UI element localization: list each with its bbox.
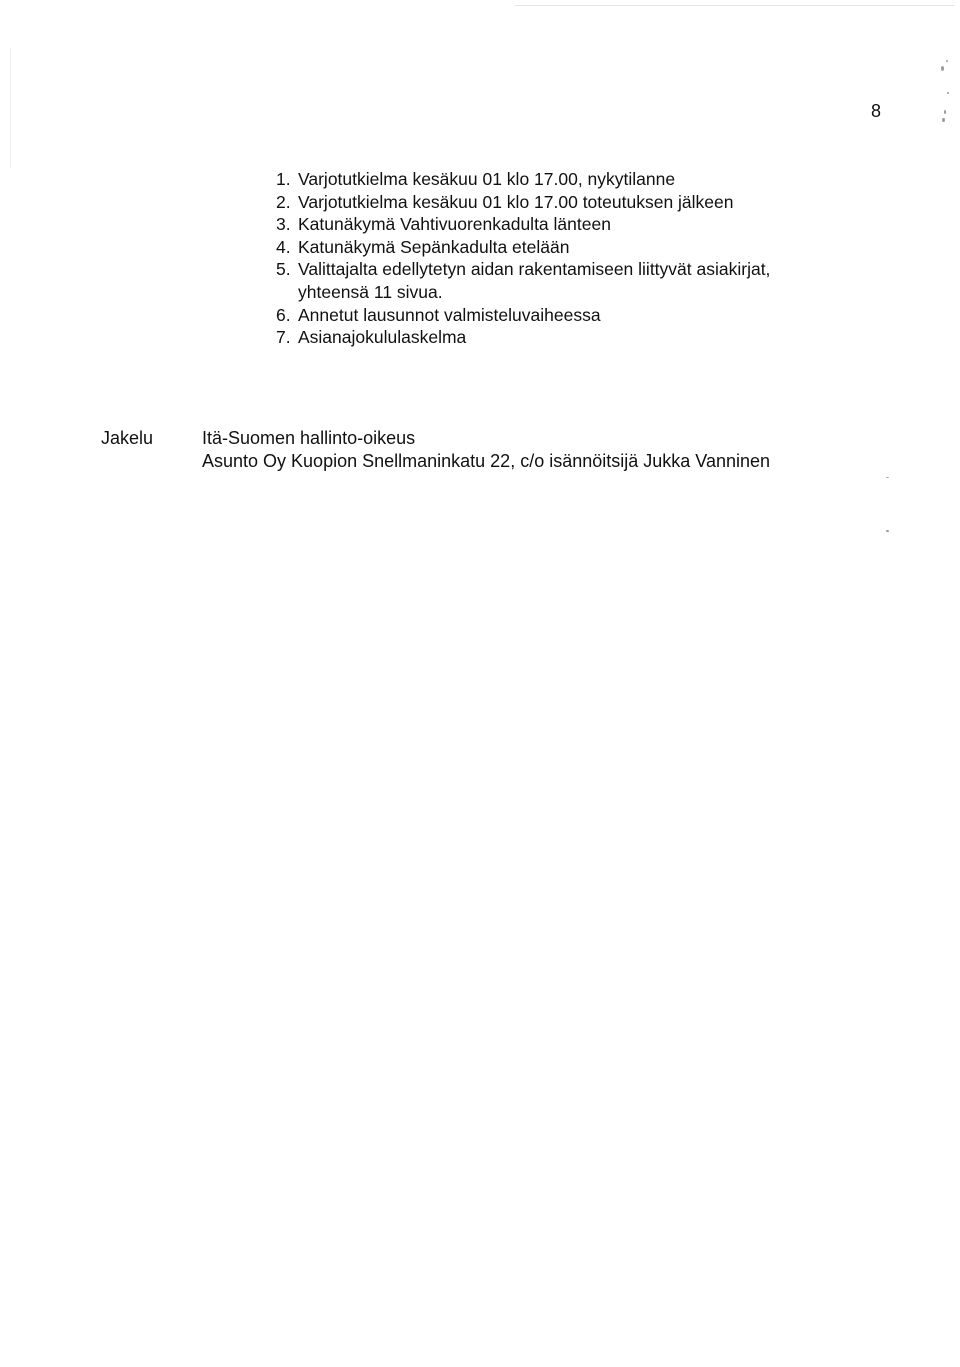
attachment-item xyxy=(276,236,770,259)
recipient: Asunto Oy Kuopion Snellmaninkatu 22, c/o isännöitsijä Jukka Vanninen xyxy=(202,451,771,471)
attachment-text: Asianajokululaskelma xyxy=(298,327,467,348)
scan-speck xyxy=(941,66,944,71)
attachment-item xyxy=(276,326,770,349)
attachment-number: 5. xyxy=(276,259,291,280)
attachment-text: Valittajalta edellytetyn aidan rakentamiseen liittyvät asiakirjat, xyxy=(298,259,771,280)
page-number: 8 xyxy=(871,101,882,121)
distribution-recipients xyxy=(202,427,770,473)
attachment-number: 6. xyxy=(276,304,291,325)
attachment-item xyxy=(276,191,770,214)
attachment-number: 1. xyxy=(276,169,291,189)
attachment-list xyxy=(276,168,770,349)
attachment-item xyxy=(276,304,770,327)
scan-speck xyxy=(886,477,889,478)
attachment-number: 2. xyxy=(276,191,291,212)
attachment-text: Katunäkymä Sepänkadulta etelään xyxy=(298,236,570,257)
attachment-item xyxy=(276,258,770,303)
attachment-number: 3. xyxy=(276,214,291,235)
attachment-item xyxy=(276,213,770,236)
attachment-text: Varjotutkielma kesäkuu 01 klo 17.00 toteutuksen jälkeen xyxy=(298,191,734,212)
attachment-number: 7. xyxy=(276,327,291,348)
attachment-text: Varjotutkielma kesäkuu 01 klo 17.00, nykytilanne xyxy=(298,169,676,189)
scan-edge-left xyxy=(10,48,11,168)
attachment-text: Katunäkymä Vahtivuorenkadulta länteen xyxy=(298,214,611,235)
scan-speck xyxy=(886,530,889,532)
scan-speck xyxy=(947,92,949,94)
attachment-item xyxy=(276,168,770,191)
attachment-text: Annetut lausunnot valmisteluvaiheessa xyxy=(298,304,601,325)
scan-edge-top xyxy=(515,5,955,6)
scan-speck xyxy=(942,118,945,122)
scan-speck xyxy=(946,60,948,62)
scan-speck xyxy=(944,110,946,114)
attachment-text-continuation: yhteensä 11 sivua. xyxy=(298,281,443,302)
distribution-label: Jakelu xyxy=(101,428,154,448)
attachment-number: 4. xyxy=(276,236,291,257)
recipient: Itä-Suomen hallinto-oikeus xyxy=(202,428,416,448)
